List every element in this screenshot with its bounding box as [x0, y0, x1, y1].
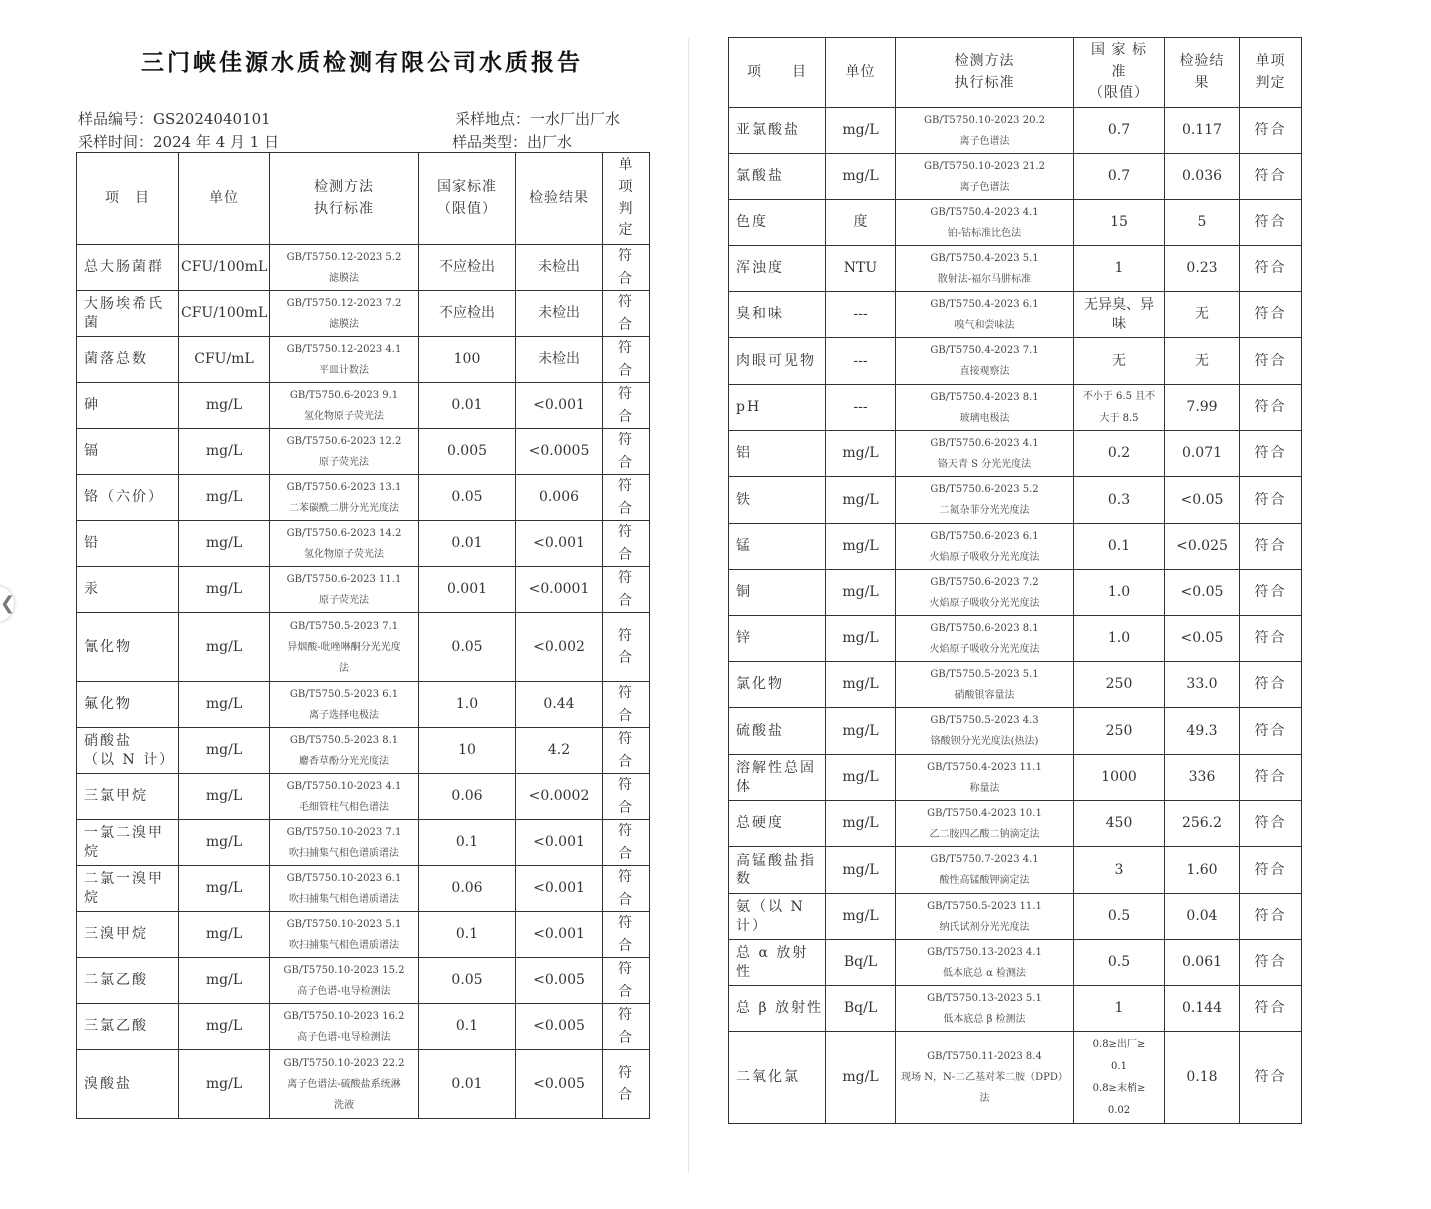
judgement-cell: 符合: [1240, 338, 1302, 385]
unit-cell: mg/L: [179, 728, 270, 774]
unit-cell: mg/L: [179, 866, 270, 912]
result-cell: <0.001: [516, 383, 603, 429]
standard-cell: 100: [419, 337, 516, 383]
item-name: 砷: [77, 383, 179, 429]
judgement-cell: 符合: [1240, 431, 1302, 477]
method-cell: GB/T5750.10-2023 15.2 高子色谱-电导检测法: [270, 958, 419, 1004]
unit-cell: mg/L: [826, 894, 896, 940]
judgement-cell: 符 合: [603, 383, 650, 429]
method-cell: GB/T5750.6-2023 4.1 铬天青 S 分光光度法: [896, 431, 1074, 477]
result-cell: 7.99: [1165, 385, 1240, 431]
standard-cell: 0.1: [1074, 524, 1165, 570]
method-cell: GB/T5750.12-2023 5.2 滤膜法: [270, 245, 419, 291]
table-row: [77, 291, 650, 337]
unit-cell: mg/L: [179, 774, 270, 820]
unit-cell: mg/L: [826, 847, 896, 894]
judgement-cell: 符合: [1240, 524, 1302, 570]
unit-cell: mg/L: [179, 820, 270, 866]
result-cell: <0.0001: [516, 567, 603, 613]
judgement-cell: 符合: [1240, 662, 1302, 708]
unit-cell: mg/L: [826, 570, 896, 616]
standard-cell: 无异臭、异 味: [1074, 292, 1165, 338]
standard-cell: 1000: [1074, 755, 1165, 801]
sample-place: 采样地点：一水厂出厂水: [455, 110, 621, 128]
table-row: [77, 820, 650, 866]
judgement-cell: 符合: [1240, 616, 1302, 662]
method-cell: GB/T5750.6-2023 6.1 火焰原子吸收分光光度法: [896, 524, 1074, 570]
table-row: [729, 385, 1302, 431]
table-row: [77, 245, 650, 291]
standard-cell: 0.05: [419, 475, 516, 521]
table-row: [77, 1050, 650, 1119]
judgement-cell: 符 合: [603, 1050, 650, 1119]
table-row: [729, 986, 1302, 1032]
item-name: 铁: [729, 477, 826, 524]
result-cell: 5: [1165, 200, 1240, 246]
left-results-table: [76, 152, 650, 1119]
table-row: [729, 292, 1302, 338]
result-cell: <0.05: [1165, 477, 1240, 524]
result-cell: <0.005: [516, 958, 603, 1004]
standard-cell: 0.01: [419, 1050, 516, 1119]
result-cell: 无: [1165, 338, 1240, 385]
table-row: [729, 1032, 1302, 1124]
table-row: [77, 728, 650, 774]
item-name: 大肠埃希氏菌: [77, 291, 179, 337]
item-name: 菌落总数: [77, 337, 179, 383]
judgement-cell: 符合: [1240, 154, 1302, 200]
result-cell: <0.005: [516, 1004, 603, 1050]
table-row: [729, 755, 1302, 801]
method-cell: GB/T5750.12-2023 4.1 平皿计数法: [270, 337, 419, 383]
judgement-cell: 符 合: [603, 429, 650, 475]
judgement-cell: 符 合: [603, 774, 650, 820]
standard-cell: 1: [1074, 246, 1165, 292]
result-cell: 0.006: [516, 475, 603, 521]
result-cell: 0.04: [1165, 894, 1240, 940]
sample-time: 采样时间：2024 年 4 月 1 日: [78, 133, 280, 151]
method-cell: GB/T5750.10-2023 22.2 离子色谱法-硫酸盐系统淋 洗液: [270, 1050, 419, 1119]
right-header-result: 检验结 果: [1165, 38, 1240, 108]
result-cell: 1.60: [1165, 847, 1240, 894]
standard-cell: 0.5: [1074, 894, 1165, 940]
standard-cell: 无: [1074, 338, 1165, 385]
judgement-cell: 符合: [1240, 385, 1302, 431]
table-row: [729, 154, 1302, 200]
method-cell: GB/T5750.5-2023 7.1 异烟酸-吡唑啉酮分光光度 法: [270, 613, 419, 682]
method-cell: GB/T5750.4-2023 4.1 铂-钴标准比色法: [896, 200, 1074, 246]
result-cell: <0.005: [516, 1050, 603, 1119]
method-cell: GB/T5750.6-2023 8.1 火焰原子吸收分光光度法: [896, 616, 1074, 662]
unit-cell: mg/L: [179, 567, 270, 613]
method-cell: GB/T5750.6-2023 5.2 二氮杂菲分光光度法: [896, 477, 1074, 524]
method-cell: GB/T5750.10-2023 16.2 高子色谱-电导检测法: [270, 1004, 419, 1050]
item-name: 氯化物: [729, 662, 826, 708]
table-row: [77, 567, 650, 613]
table-row: [729, 431, 1302, 477]
result-cell: <0.05: [1165, 570, 1240, 616]
method-cell: GB/T5750.10-2023 6.1 吹扫捕集气相色谱质谱法: [270, 866, 419, 912]
unit-cell: NTU: [826, 246, 896, 292]
result-cell: 4.2: [516, 728, 603, 774]
judgement-cell: 符合: [1240, 940, 1302, 986]
judgement-cell: 符 合: [603, 958, 650, 1004]
method-cell: GB/T5750.5-2023 11.1 纳氏试剂分光光度法: [896, 894, 1074, 940]
method-cell: GB/T5750.10-2023 21.2 离子色谱法: [896, 154, 1074, 200]
item-name: pH: [729, 385, 826, 431]
item-name: 一氯二溴甲烷: [77, 820, 179, 866]
item-name: 铅: [77, 521, 179, 567]
left-header-row: [77, 153, 650, 245]
item-name: 三氯乙酸: [77, 1004, 179, 1050]
unit-cell: CFU/100mL: [179, 291, 270, 337]
standard-cell: 0.1: [419, 1004, 516, 1050]
unit-cell: mg/L: [179, 475, 270, 521]
method-cell: GB/T5750.5-2023 8.1 麝香草酚分光光度法: [270, 728, 419, 774]
judgement-cell: 符 合: [603, 820, 650, 866]
result-cell: 0.44: [516, 682, 603, 728]
item-name: 亚氯酸盐: [729, 108, 826, 154]
result-cell: 336: [1165, 755, 1240, 801]
table-row: [729, 801, 1302, 847]
unit-cell: mg/L: [179, 912, 270, 958]
judgement-cell: 符合: [1240, 986, 1302, 1032]
unit-cell: mg/L: [826, 1032, 896, 1124]
previous-page-button[interactable]: [0, 586, 14, 622]
item-name: 锌: [729, 616, 826, 662]
judgement-cell: 符 合: [603, 567, 650, 613]
table-row: [77, 682, 650, 728]
left-header-judgement: 单 项 判 定: [603, 153, 650, 245]
unit-cell: mg/L: [826, 108, 896, 154]
method-cell: GB/T5750.6-2023 7.2 火焰原子吸收分光光度法: [896, 570, 1074, 616]
table-row: [729, 477, 1302, 524]
method-cell: GB/T5750.4-2023 10.1 乙二胺四乙酸二钠滴定法: [896, 801, 1074, 847]
unit-cell: CFU/100mL: [179, 245, 270, 291]
result-cell: 0.061: [1165, 940, 1240, 986]
result-cell: 0.23: [1165, 246, 1240, 292]
item-name: 臭和味: [729, 292, 826, 338]
judgement-cell: 符 合: [603, 245, 650, 291]
item-name: 锰: [729, 524, 826, 570]
item-name: 汞: [77, 567, 179, 613]
method-cell: GB/T5750.10-2023 4.1 毛细管柱气相色谱法: [270, 774, 419, 820]
judgement-cell: 符合: [1240, 108, 1302, 154]
item-name: 高锰酸盐指数: [729, 847, 826, 894]
result-cell: 未检出: [516, 337, 603, 383]
left-header-item: 项 目: [77, 153, 179, 245]
judgement-cell: 符 合: [603, 912, 650, 958]
standard-cell: 0.7: [1074, 154, 1165, 200]
unit-cell: mg/L: [826, 431, 896, 477]
left-header-method: 检测方法 执行标准: [270, 153, 419, 245]
unit-cell: Bq/L: [826, 986, 896, 1032]
standard-cell: 不应检出: [419, 245, 516, 291]
standard-cell: 0.05: [419, 613, 516, 682]
method-cell: GB/T5750.4-2023 6.1 嗅气和尝味法: [896, 292, 1074, 338]
unit-cell: mg/L: [179, 521, 270, 567]
standard-cell: 3: [1074, 847, 1165, 894]
method-cell: GB/T5750.5-2023 4.3 铬酸钡分光光度法(热法): [896, 708, 1074, 755]
standard-cell: 0.1: [419, 912, 516, 958]
standard-cell: 不应检出: [419, 291, 516, 337]
table-row: [729, 200, 1302, 246]
table-row: [77, 613, 650, 682]
chevron-left-icon: ❮: [0, 593, 16, 614]
result-cell: 未检出: [516, 245, 603, 291]
item-name: 二氯一溴甲烷: [77, 866, 179, 912]
result-cell: <0.001: [516, 912, 603, 958]
method-cell: GB/T5750.11-2023 8.4 现场 N，N-二乙基对苯二胺（DPD） 法: [896, 1032, 1074, 1124]
right-header-standard: 国 家 标 准 （限值）: [1074, 38, 1165, 108]
standard-cell: 250: [1074, 708, 1165, 755]
table-row: [77, 337, 650, 383]
result-cell: 49.3: [1165, 708, 1240, 755]
right-header-row: [729, 38, 1302, 108]
method-cell: GB/T5750.13-2023 5.1 低本底总 β 检测法: [896, 986, 1074, 1032]
result-cell: <0.0005: [516, 429, 603, 475]
unit-cell: 度: [826, 200, 896, 246]
unit-cell: CFU/mL: [179, 337, 270, 383]
table-row: [77, 383, 650, 429]
judgement-cell: 符 合: [603, 613, 650, 682]
item-name: 溶解性总固体: [729, 755, 826, 801]
standard-cell: 10: [419, 728, 516, 774]
item-name: 氟化物: [77, 682, 179, 728]
standard-cell: 0.8≥出厂≥ 0.1 0.8≥末梢≥ 0.02: [1074, 1032, 1165, 1124]
result-cell: 未检出: [516, 291, 603, 337]
standard-cell: 1.0: [419, 682, 516, 728]
item-name: 硫酸盐: [729, 708, 826, 755]
result-cell: 无: [1165, 292, 1240, 338]
unit-cell: mg/L: [826, 708, 896, 755]
unit-cell: mg/L: [826, 154, 896, 200]
unit-cell: mg/L: [179, 613, 270, 682]
method-cell: GB/T5750.10-2023 7.1 吹扫捕集气相色谱质谱法: [270, 820, 419, 866]
result-cell: 0.144: [1165, 986, 1240, 1032]
method-cell: GB/T5750.5-2023 6.1 离子选择电极法: [270, 682, 419, 728]
judgement-cell: 符合: [1240, 292, 1302, 338]
method-cell: GB/T5750.13-2023 4.1 低本底总 α 检测法: [896, 940, 1074, 986]
item-name: 二氧化氯: [729, 1032, 826, 1124]
table-row: [77, 475, 650, 521]
unit-cell: ---: [826, 338, 896, 385]
judgement-cell: 符合: [1240, 570, 1302, 616]
sample-number: 样品编号：GS2024040101: [78, 110, 271, 128]
right-header-method: 检测方法 执行标准: [896, 38, 1074, 108]
standard-cell: 不小于 6.5 且不 大于 8.5: [1074, 385, 1165, 431]
result-cell: <0.025: [1165, 524, 1240, 570]
table-row: [729, 616, 1302, 662]
result-cell: 0.18: [1165, 1032, 1240, 1124]
judgement-cell: 符 合: [603, 291, 650, 337]
method-cell: GB/T5750.10-2023 5.1 吹扫捕集气相色谱质谱法: [270, 912, 419, 958]
table-row: [729, 940, 1302, 986]
unit-cell: mg/L: [179, 429, 270, 475]
left-header-standard: 国家标准 （限值）: [419, 153, 516, 245]
standard-cell: 0.01: [419, 521, 516, 567]
right-header-item: 项 目: [729, 38, 826, 108]
page-divider: [688, 38, 689, 1173]
table-row: [77, 1004, 650, 1050]
item-name: 二氯乙酸: [77, 958, 179, 1004]
standard-cell: 0.7: [1074, 108, 1165, 154]
sample-type: 样品类型：出厂水: [452, 133, 573, 151]
standard-cell: 1.0: [1074, 570, 1165, 616]
standard-cell: 15: [1074, 200, 1165, 246]
method-cell: GB/T5750.5-2023 5.1 硝酸银容量法: [896, 662, 1074, 708]
standard-cell: 0.01: [419, 383, 516, 429]
unit-cell: mg/L: [179, 1050, 270, 1119]
table-row: [77, 958, 650, 1004]
item-name: 总大肠菌群: [77, 245, 179, 291]
judgement-cell: 符 合: [603, 521, 650, 567]
unit-cell: mg/L: [826, 524, 896, 570]
method-cell: GB/T5750.10-2023 20.2 离子色谱法: [896, 108, 1074, 154]
table-row: [729, 847, 1302, 894]
method-cell: GB/T5750.4-2023 7.1 直接观察法: [896, 338, 1074, 385]
item-name: 溴酸盐: [77, 1050, 179, 1119]
right-results-table: [728, 37, 1302, 1124]
table-row: [77, 521, 650, 567]
method-cell: GB/T5750.6-2023 12.2 原子荧光法: [270, 429, 419, 475]
standard-cell: 0.005: [419, 429, 516, 475]
table-row: [729, 708, 1302, 755]
unit-cell: mg/L: [826, 801, 896, 847]
unit-cell: ---: [826, 385, 896, 431]
method-cell: GB/T5750.4-2023 8.1 玻璃电极法: [896, 385, 1074, 431]
judgement-cell: 符合: [1240, 847, 1302, 894]
table-row: [729, 108, 1302, 154]
item-name: 氯酸盐: [729, 154, 826, 200]
item-name: 三溴甲烷: [77, 912, 179, 958]
standard-cell: 450: [1074, 801, 1165, 847]
table-row: [729, 246, 1302, 292]
standard-cell: 0.1: [419, 820, 516, 866]
judgement-cell: 符合: [1240, 708, 1302, 755]
item-name: 总硬度: [729, 801, 826, 847]
table-row: [77, 866, 650, 912]
judgement-cell: 符合: [1240, 246, 1302, 292]
judgement-cell: 符 合: [603, 866, 650, 912]
result-cell: <0.001: [516, 866, 603, 912]
method-cell: GB/T5750.6-2023 13.1 二苯碳酰二肼分光光度法: [270, 475, 419, 521]
item-name: 总 α 放射性: [729, 940, 826, 986]
judgement-cell: 符 合: [603, 337, 650, 383]
unit-cell: Bq/L: [826, 940, 896, 986]
table-row: [729, 570, 1302, 616]
item-name: 硝酸盐 （以 N 计）: [77, 728, 179, 774]
method-cell: GB/T5750.6-2023 11.1 原子荧光法: [270, 567, 419, 613]
method-cell: GB/T5750.12-2023 7.2 滤膜法: [270, 291, 419, 337]
judgement-cell: 符合: [1240, 755, 1302, 801]
table-row: [729, 338, 1302, 385]
judgement-cell: 符 合: [603, 1004, 650, 1050]
method-cell: GB/T5750.4-2023 11.1 称量法: [896, 755, 1074, 801]
item-name: 铬（六价）: [77, 475, 179, 521]
item-name: 氨（以 N 计）: [729, 894, 826, 940]
judgement-cell: 符合: [1240, 477, 1302, 524]
judgement-cell: 符合: [1240, 200, 1302, 246]
item-name: 色度: [729, 200, 826, 246]
result-cell: <0.002: [516, 613, 603, 682]
judgement-cell: 符 合: [603, 728, 650, 774]
method-cell: GB/T5750.6-2023 9.1 氢化物原子荧光法: [270, 383, 419, 429]
right-header-judgement: 单项 判定: [1240, 38, 1302, 108]
item-name: 三氯甲烷: [77, 774, 179, 820]
table-row: [729, 894, 1302, 940]
item-name: 总 β 放射性: [729, 986, 826, 1032]
item-name: 铜: [729, 570, 826, 616]
unit-cell: mg/L: [179, 958, 270, 1004]
method-cell: GB/T5750.7-2023 4.1 酸性高锰酸钾滴定法: [896, 847, 1074, 894]
left-header-unit: 单位: [179, 153, 270, 245]
item-name: 铝: [729, 431, 826, 477]
standard-cell: 0.3: [1074, 477, 1165, 524]
judgement-cell: 符 合: [603, 475, 650, 521]
standard-cell: 0.5: [1074, 940, 1165, 986]
table-row: [729, 524, 1302, 570]
item-name: 氰化物: [77, 613, 179, 682]
result-cell: 0.071: [1165, 431, 1240, 477]
result-cell: 256.2: [1165, 801, 1240, 847]
item-name: 肉眼可见物: [729, 338, 826, 385]
unit-cell: mg/L: [826, 616, 896, 662]
right-header-unit: 单位: [826, 38, 896, 108]
unit-cell: mg/L: [179, 1004, 270, 1050]
item-name: 浑浊度: [729, 246, 826, 292]
table-row: [77, 429, 650, 475]
result-cell: <0.001: [516, 521, 603, 567]
standard-cell: 0.05: [419, 958, 516, 1004]
result-cell: 0.036: [1165, 154, 1240, 200]
judgement-cell: 符合: [1240, 801, 1302, 847]
unit-cell: ---: [826, 292, 896, 338]
table-row: [77, 912, 650, 958]
judgement-cell: 符合: [1240, 894, 1302, 940]
result-cell: <0.05: [1165, 616, 1240, 662]
unit-cell: mg/L: [826, 755, 896, 801]
unit-cell: mg/L: [826, 662, 896, 708]
unit-cell: mg/L: [826, 477, 896, 524]
judgement-cell: 符合: [1240, 1032, 1302, 1124]
method-cell: GB/T5750.4-2023 5.1 散射法-福尔马肼标准: [896, 246, 1074, 292]
result-cell: <0.0002: [516, 774, 603, 820]
standard-cell: 250: [1074, 662, 1165, 708]
result-cell: 0.117: [1165, 108, 1240, 154]
standard-cell: 0.06: [419, 866, 516, 912]
standard-cell: 0.06: [419, 774, 516, 820]
standard-cell: 1: [1074, 986, 1165, 1032]
standard-cell: 1.0: [1074, 616, 1165, 662]
result-cell: <0.001: [516, 820, 603, 866]
standard-cell: 0.001: [419, 567, 516, 613]
left-header-result: 检验结果: [516, 153, 603, 245]
report-title: 三门峡佳源水质检测有限公司水质报告: [141, 49, 583, 76]
unit-cell: mg/L: [179, 682, 270, 728]
item-name: 镉: [77, 429, 179, 475]
judgement-cell: 符 合: [603, 682, 650, 728]
table-row: [729, 662, 1302, 708]
table-row: [77, 774, 650, 820]
standard-cell: 0.2: [1074, 431, 1165, 477]
result-cell: 33.0: [1165, 662, 1240, 708]
unit-cell: mg/L: [179, 383, 270, 429]
method-cell: GB/T5750.6-2023 14.2 氢化物原子荧光法: [270, 521, 419, 567]
